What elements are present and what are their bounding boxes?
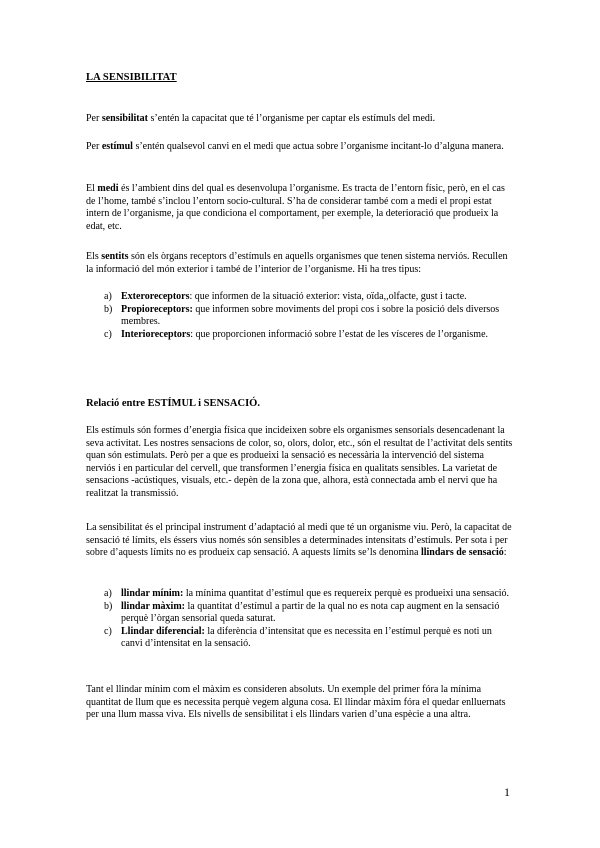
- receptors-list: [104, 291, 514, 341]
- paragraph-medi: El medi és l’ambient dins del qual es desenvolupa l’organisme. Es tracta de l’entorn físic, però, en el cas de l’home, també s’inclou l’entorn socio-cultural. S’ha de considerar també com a medi el propi estat intern de l’organisme, ja que condiciona el comportament, per exemple, la deterioració que produeix la edat, etc.: [86, 183, 505, 232]
- section-heading: Relació entre ESTÍMUL i SENSACIÓ.: [86, 398, 260, 409]
- paragraph-estimul: Per estímul s’entén qualsevol canvi en el medi que actua sobre l’organisme incitant-lo d’alguna manera.: [86, 141, 504, 152]
- list-item: b) Propioreceptors: que informen sobre moviments del propi cos i sobre la posició dels diversos membres.: [104, 303, 500, 328]
- list-item: a) Exteroreceptors: que informen de la situació exterior: vista, oïda,,olfacte, gust i tacte.: [104, 291, 467, 302]
- paragraph-sensibilitat: Per sensibilitat s’entén la capacitat que té l’organisme per captar els estímuls del medi.: [86, 113, 436, 124]
- paragraph-llindars: La sensibilitat és el principal instrument d’adaptació al medi que té un organisme viu. Però, la capacitat de sensació té límits, els éssers vius només són sensibles a determinades intensitats d’estímuls. Per sota i per sobre d’aquests límits no es produeix cap sensació. A aquests límits se’ls denomina llindars de sensació:: [86, 522, 512, 559]
- paragraph-sentits: Els sentits són els òrgans receptors d’estímuls en aquells organismes que tenen sistema nerviós. Recullen la informació del món exterior i també de l’interior de l’organisme. Hi ha tres tipus:: [86, 251, 508, 275]
- list-item: a) llindar mínim: la mínima quantitat d’estímul que es requereix perquè es produeixi una sensació.: [104, 588, 510, 599]
- page-number: 1: [504, 785, 510, 799]
- page-title: LA SENSIBILITAT: [86, 72, 177, 83]
- thresholds-list: [104, 588, 514, 651]
- paragraph-absoluts: Tant el llindar mínim com el màxim es consideren absoluts. Un exemple del primer fóra la mínima quantitat de llum que es necessita perquè vegem alguna cosa. El llindar màxim fóra el quedar enlluernats per una llum massa viva. Els nivells de sensibilitat i els llindars varien d’una espècie a una altra.: [86, 684, 506, 721]
- list-item: b) llindar màxim: la quantitat d’estímul a partir de la qual no es nota cap augment en la sensació perquè l’òrgan sensorial queda saturat.: [104, 600, 500, 625]
- list-item: c) Llindar diferencial: la diferència d’intensitat que es necessita en l’estímul perquè es noti un canvi d’intensitat en la sensació.: [104, 625, 492, 650]
- paragraph-estimuls: Els estímuls són formes d’energia física que incideixen sobre els organismes sensorials desencadenant la seva activitat. Les nostres sensacions de color, so, olors, dolor, etc., són el resultat de l’activitat dels sentits quan són estimulats. Però per a que es produeixi la sensació es necessària la intervenció del sistema nerviós i en particular del cervell, que transformen l’energia física en qualitats sensibles. La varietat de sensacions -acústiques, visuals, etc.- depèn de la zona que, alhora, està connectada amb el nervi que ha realitzat la transmissió.: [86, 425, 513, 499]
- list-item: c) Interioreceptors: que proporcionen informació sobre l’estat de les vísceres de l’organisme.: [104, 328, 489, 340]
